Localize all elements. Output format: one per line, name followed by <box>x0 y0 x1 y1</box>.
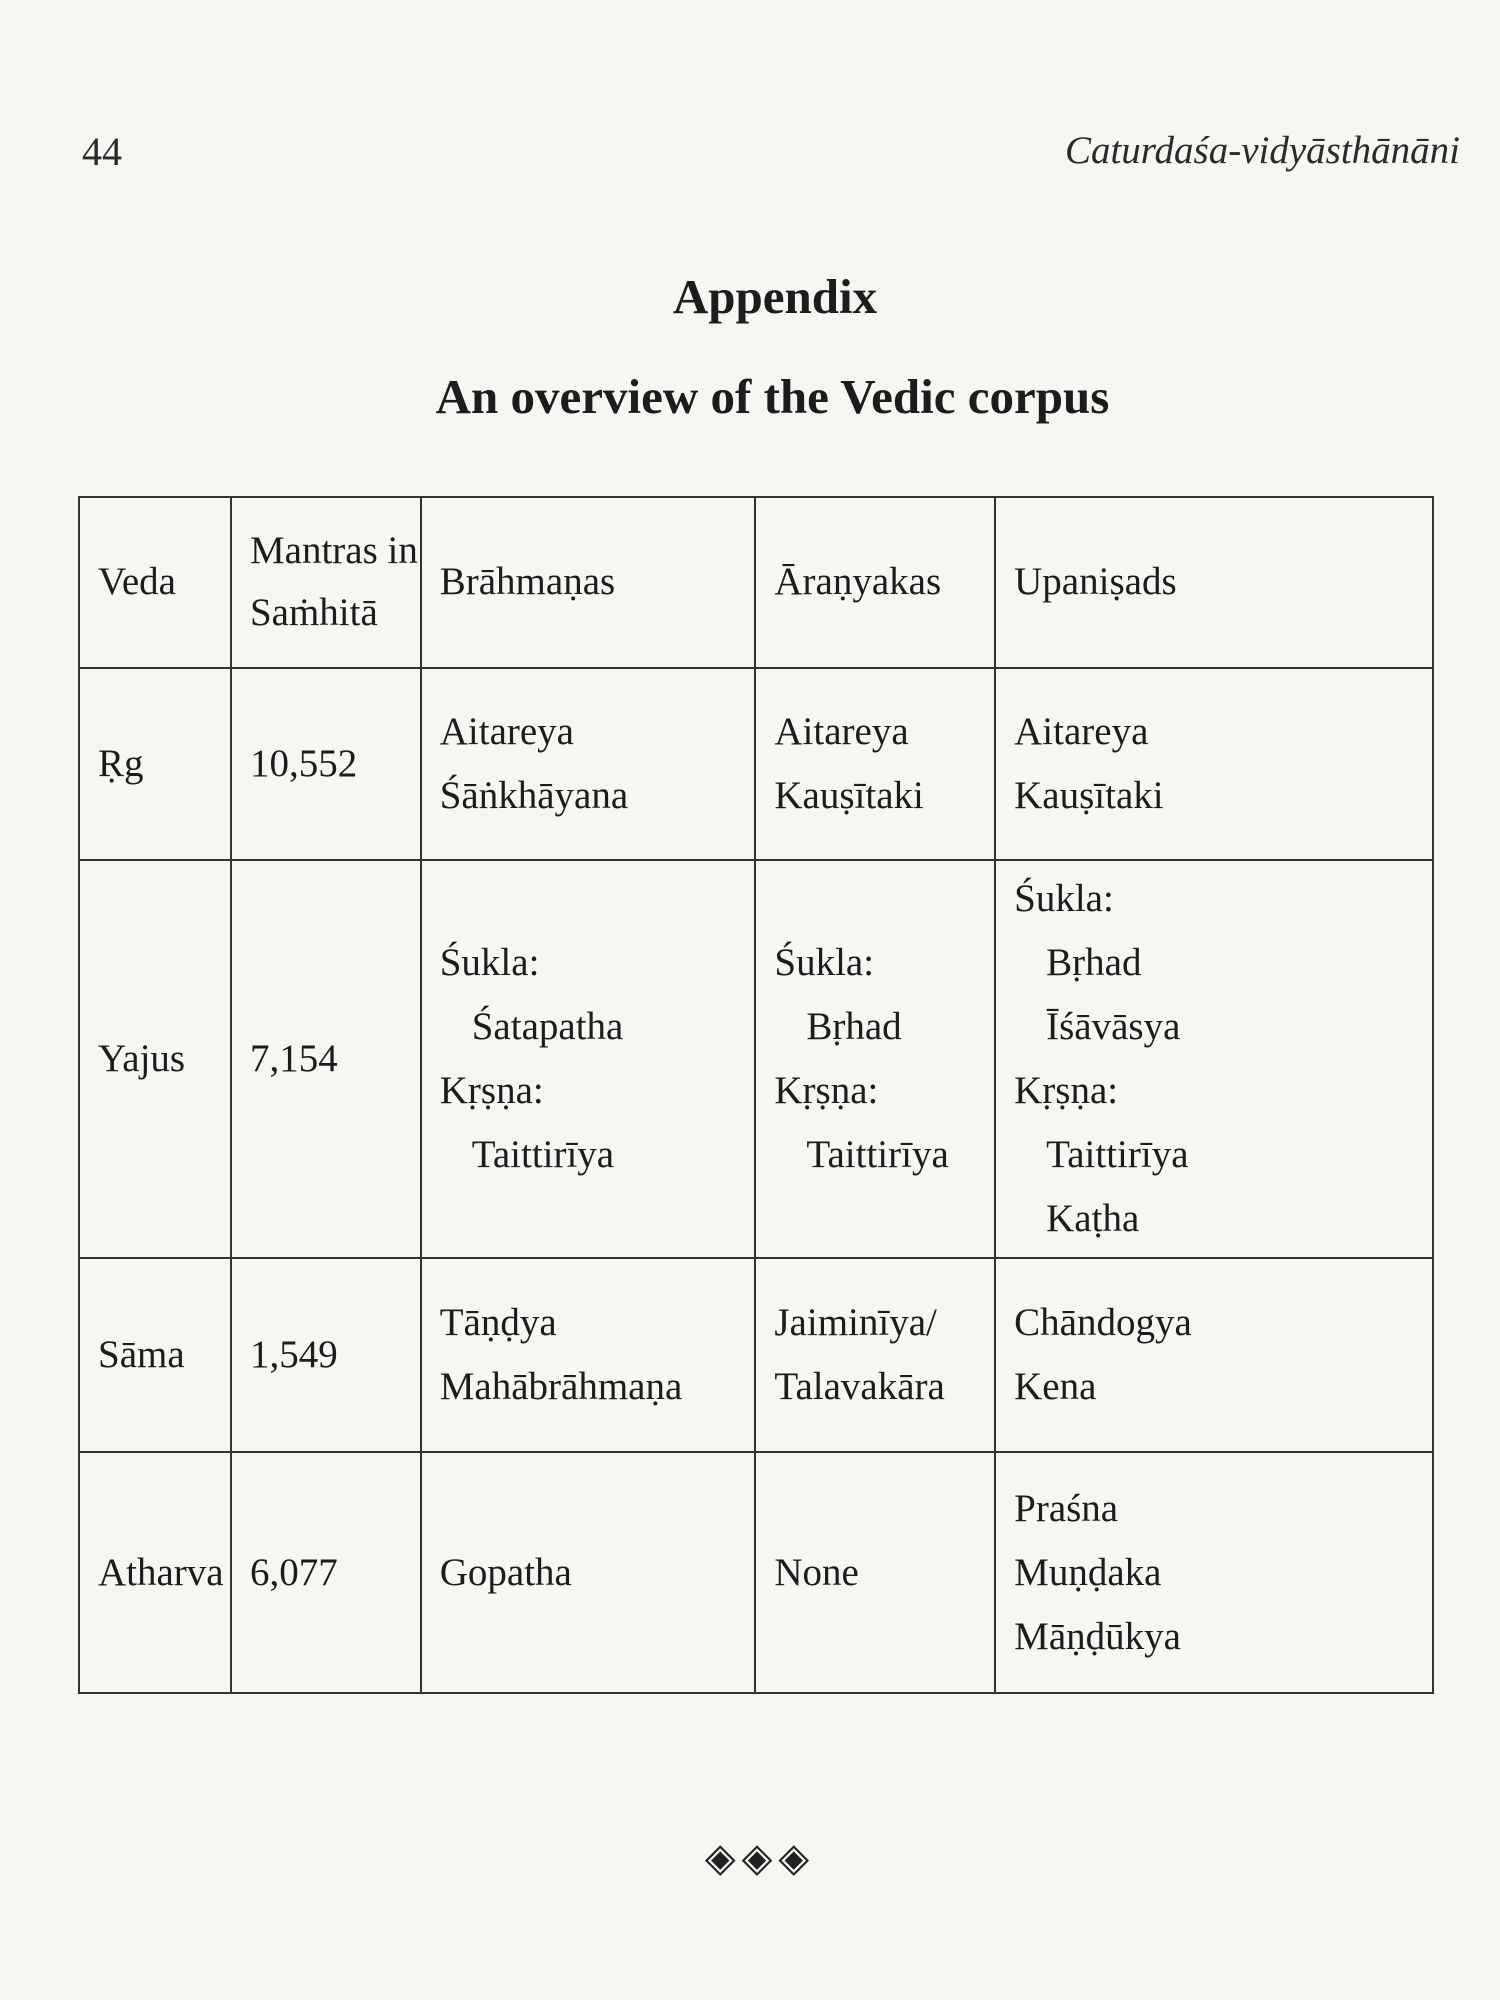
cell-aranyakas <box>755 668 995 861</box>
cell-line: Aitareya <box>439 709 574 753</box>
header-aranyakas: Āraṇyakas <box>755 497 995 668</box>
cell-line: Kaṭha <box>1046 1196 1140 1240</box>
cell-line: Śukla: <box>1014 876 1114 920</box>
cell-aranyakas <box>755 1452 995 1693</box>
cell-aranyakas <box>755 1258 995 1453</box>
cell-veda: Yajus <box>79 860 231 1257</box>
page-number: 44 <box>82 129 122 174</box>
cell-mantras: 7,154 <box>231 860 421 1257</box>
cell-line: Muṇḍaka <box>1014 1550 1162 1594</box>
table-row <box>79 1452 1433 1693</box>
table-row <box>79 668 1433 861</box>
cell-line: Īśāvāsya <box>1046 1004 1181 1048</box>
cell-line: Mahābrāhmaṇa <box>439 1364 683 1408</box>
cell-brahmanas <box>421 1452 756 1693</box>
cell-line: Kṛṣṇa: <box>1014 1068 1119 1112</box>
cell-mantras: 1,549 <box>231 1258 421 1453</box>
cell-brahmanas <box>421 1258 756 1453</box>
diamond-ornament-icon: ◈◈◈ <box>704 1835 816 1881</box>
cell-line: Kauṣītaki <box>1014 773 1164 817</box>
appendix-subtitle: An overview of the Vedic corpus <box>435 369 1110 424</box>
cell-line: Talavakāra <box>774 1364 945 1408</box>
cell-veda: Sāma <box>79 1258 231 1453</box>
table-row <box>79 1258 1433 1453</box>
cell-brahmanas <box>421 860 756 1257</box>
cell-line: Tāṇḍya <box>439 1300 557 1344</box>
header-mantras-line1: Mantras in <box>249 529 418 573</box>
cell-line: Aitareya <box>774 709 909 753</box>
header-mantras <box>231 497 421 668</box>
cell-aranyakas <box>755 860 995 1257</box>
cell-line: None <box>774 1550 859 1594</box>
cell-mantras: 10,552 <box>231 668 421 861</box>
cell-line: Bṛhad <box>806 1004 902 1048</box>
cell-line: Taittirīya <box>471 1132 615 1176</box>
running-title: Caturdaśa-vidyāsthānāni <box>1064 129 1460 172</box>
cell-line: Kṛṣṇa: <box>774 1068 879 1112</box>
cell-upanisads <box>995 860 1433 1257</box>
cell-line: Jaiminīya/ <box>774 1300 937 1344</box>
header-mantras-line2: Saṁhitā <box>249 591 378 635</box>
table-row <box>79 860 1433 1257</box>
cell-brahmanas <box>421 668 756 861</box>
cell-line: Kauṣītaki <box>774 773 924 817</box>
cell-mantras: 6,077 <box>231 1452 421 1693</box>
table-header-row <box>79 497 1433 668</box>
cell-line: Taittirīya <box>1046 1132 1189 1176</box>
cell-upanisads <box>995 668 1433 861</box>
vedic-corpus-table <box>78 496 1434 1694</box>
cell-line: Śukla: <box>439 940 540 984</box>
cell-line: Kena <box>1014 1364 1097 1408</box>
cell-line: Bṛhad <box>1046 940 1142 984</box>
cell-line: Śukla: <box>774 940 875 984</box>
cell-line: Māṇḍūkya <box>1014 1614 1181 1658</box>
cell-line: Śāṅkhāyana <box>439 773 629 817</box>
cell-line: Aitareya <box>1014 709 1149 753</box>
cell-line: Praśna <box>1014 1486 1119 1530</box>
appendix-title: Appendix <box>672 269 878 324</box>
cell-veda: Ṛg <box>79 668 231 861</box>
cell-line: Chāndogya <box>1014 1300 1192 1344</box>
cell-line: Śatapatha <box>471 1004 624 1048</box>
cell-line: Kṛṣṇa: <box>439 1068 544 1112</box>
cell-upanisads <box>995 1452 1433 1693</box>
cell-upanisads <box>995 1258 1433 1453</box>
cell-veda: Atharva <box>79 1452 231 1693</box>
cell-line: Taittirīya <box>806 1132 949 1176</box>
header-upanisads: Upaniṣads <box>995 497 1433 668</box>
header-brahmanas: Brāhmaṇas <box>421 497 756 668</box>
header-veda: Veda <box>79 497 231 668</box>
cell-line: Gopatha <box>439 1550 572 1594</box>
